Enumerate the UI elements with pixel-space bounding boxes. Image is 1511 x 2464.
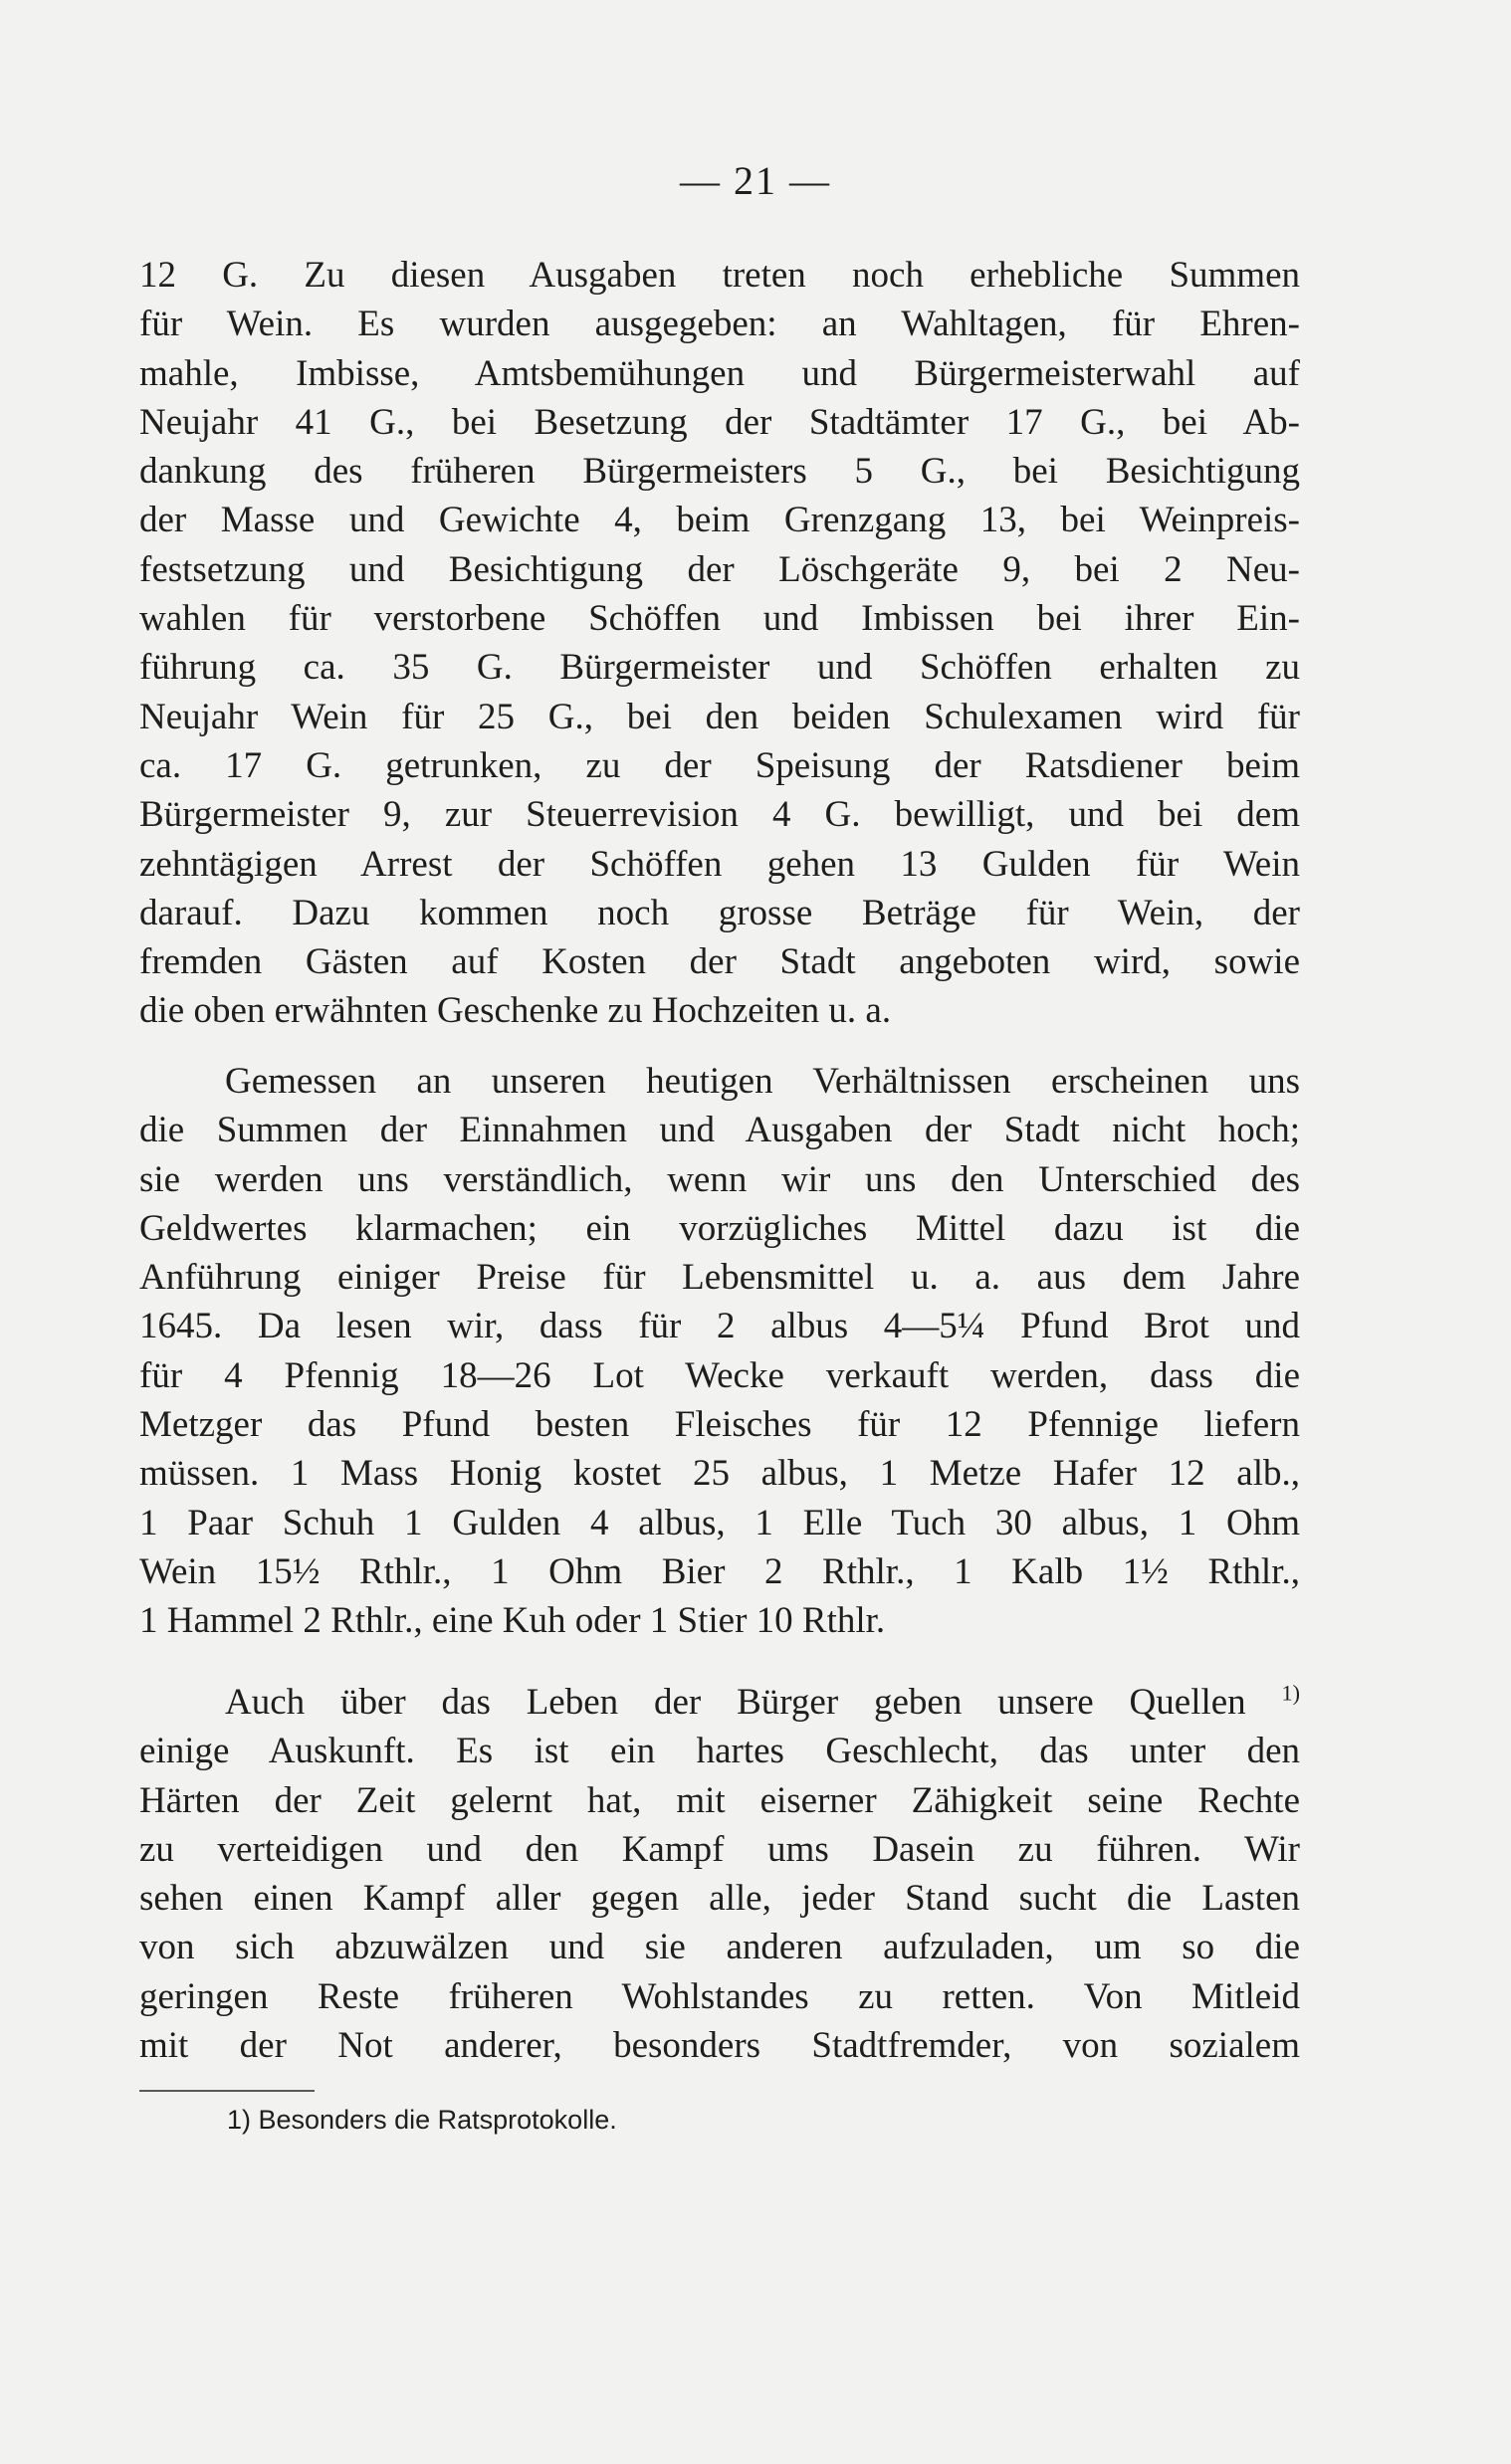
text-line: Gemessen an unseren heutigen Verhältnissen erscheinen uns <box>225 1061 1300 1102</box>
text-line: Anführung einiger Preise für Lebensmittel u. a. aus dem Jahre <box>139 1257 1300 1299</box>
text-line: sehen einen Kampf aller gegen alle, jeder Stand sucht die Lasten <box>139 1878 1300 1920</box>
text-line: Neujahr Wein für 25 G., bei den beiden Schulexamen wird für <box>139 696 1300 737</box>
text-line: Metzger das Pfund besten Fleisches für 12 Pfennige liefern <box>139 1404 1300 1446</box>
text-line: 1645. Da lesen wir, dass für 2 albus 4—5¼ Pfund Brot und <box>139 1306 1300 1347</box>
text-line-content: Auch über das Leben der Bürger geben unsere Quellen <box>225 1682 1246 1723</box>
text-line: Wein 15½ Rthlr., 1 Ohm Bier 2 Rthlr., 1 Kalb 1½ Rthlr., <box>139 1550 1300 1592</box>
text-line: darauf. Dazu kommen noch grosse Beträge für Wein, der <box>139 892 1300 933</box>
text-line: zu verteidigen und den Kampf ums Dasein zu führen. Wir <box>139 1828 1300 1870</box>
text-line: 12 G. Zu diesen Ausgaben treten noch erhebliche Summen <box>139 255 1300 296</box>
text-line: Geldwertes klarmachen; ein vorzügliches Mittel dazu ist die <box>139 1207 1300 1249</box>
text-line: festsetzung und Besichtigung der Löschgeräte 9, bei 2 Neu- <box>139 548 1300 590</box>
text-line: geringen Reste früheren Wohlstandes zu retten. Von Mitleid <box>139 1975 1300 2017</box>
footnote-reference: 1) <box>1281 1680 1301 1706</box>
text-line: der Masse und Gewichte 4, beim Grenzgang 13, bei Weinpreis- <box>139 500 1300 541</box>
footnote: 1) Besonders die Ratsprotokolle. <box>227 2105 617 2135</box>
text-line: 1 Paar Schuh 1 Gulden 4 albus, 1 Elle Tuch 30 albus, 1 Ohm <box>139 1502 1300 1543</box>
text-line: müssen. 1 Mass Honig kostet 25 albus, 1 Metze Hafer 12 alb., <box>139 1453 1300 1495</box>
footnote-divider <box>139 2090 315 2092</box>
text-line: sie werden uns verständlich, wenn wir uns den Unterschied des <box>139 1158 1300 1200</box>
text-line: Bürgermeister 9, zur Steuerrevision 4 G. bewilligt, und bei dem <box>139 794 1300 836</box>
text-line: von sich abzuwälzen und sie anderen aufzuladen, um so die <box>139 1927 1300 1968</box>
text-line: fremden Gästen auf Kosten der Stadt angeboten wird, sowie <box>139 941 1300 983</box>
paragraph-expenses <box>139 251 1300 1036</box>
text-line: Neujahr 41 G., bei Besetzung der Stadtämter 17 G., bei Ab- <box>139 401 1300 443</box>
text-line: die oben erwähnten Geschenke zu Hochzeiten u. a. <box>139 990 892 1032</box>
paragraph-prices <box>139 1057 1300 1646</box>
text-line: für Wein. Es wurden ausgegeben: an Wahltagen, für Ehren- <box>139 304 1300 345</box>
paragraph-citizens <box>139 1678 1300 2070</box>
text-line: 1 Hammel 2 Rthlr., eine Kuh oder 1 Stier 10 Rthlr. <box>139 1600 886 1642</box>
text-line <box>139 1678 1300 1727</box>
text-line: mit der Not anderer, besonders Stadtfremder, von sozialem <box>139 2025 1300 2067</box>
text-line: dankung des früheren Bürgermeisters 5 G., bei Besichtigung <box>139 451 1300 493</box>
page-number: — 21 — <box>680 158 831 203</box>
text-line: ca. 17 G. getrunken, zu der Speisung der Ratsdiener beim <box>139 744 1300 786</box>
text-line: einige Auskunft. Es ist ein hartes Geschlecht, das unter den <box>139 1731 1300 1772</box>
text-line: für 4 Pfennig 18—26 Lot Wecke verkauft werden, dass die <box>139 1354 1300 1396</box>
text-line: wahlen für verstorbene Schöffen und Imbissen bei ihrer Ein- <box>139 598 1300 640</box>
text-line: führung ca. 35 G. Bürgermeister und Schöffen erhalten zu <box>139 647 1300 689</box>
text-line: mahle, Imbisse, Amtsbemühungen und Bürgermeisterwahl auf <box>139 352 1300 394</box>
text-line: Härten der Zeit gelernt hat, mit eiserner Zähigkeit seine Rechte <box>139 1779 1300 1821</box>
text-line: die Summen der Einnahmen und Ausgaben der Stadt nicht hoch; <box>139 1110 1300 1151</box>
text-line: zehntägigen Arrest der Schöffen gehen 13 Gulden für Wein <box>139 843 1300 885</box>
